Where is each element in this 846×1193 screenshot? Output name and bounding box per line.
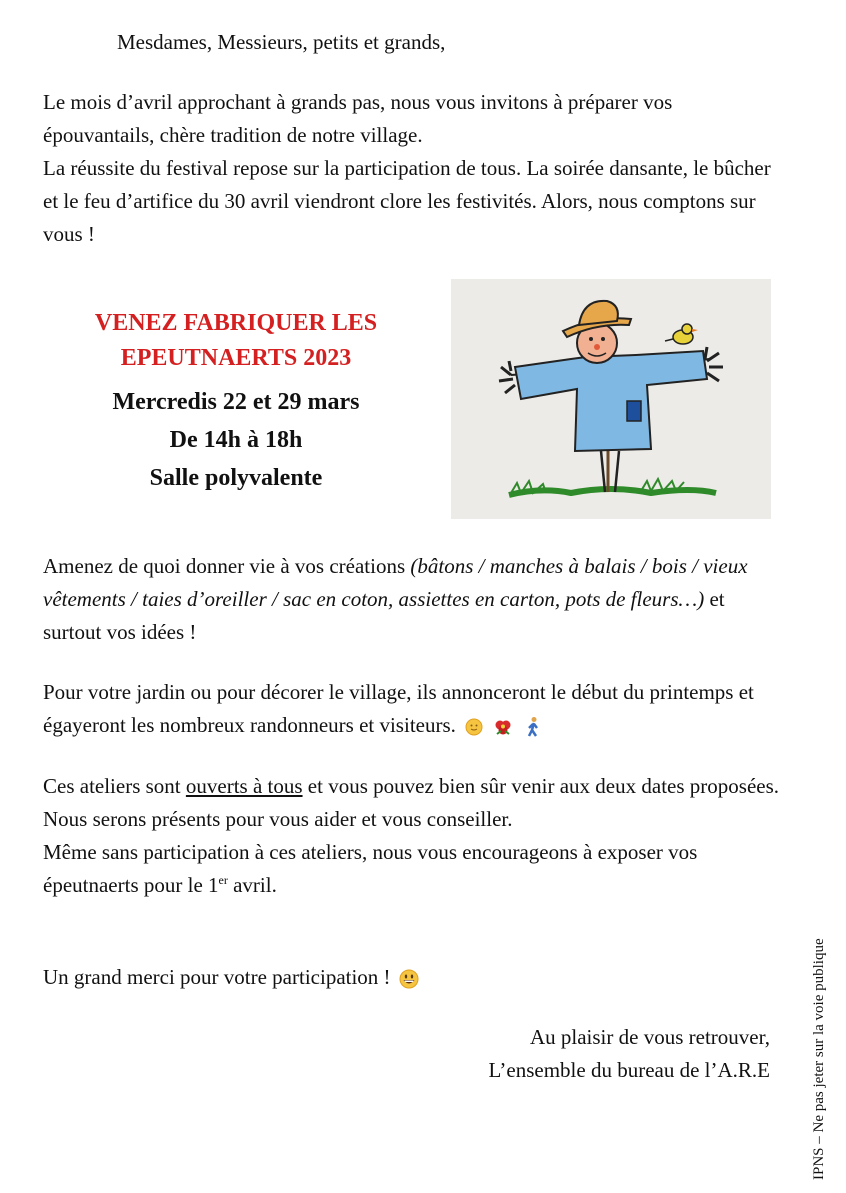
closing-line-2: L’ensemble du bureau de l’A.R.E [488,1058,770,1082]
bring-text: Amenez de quoi donner vie à vos créations [43,554,411,578]
thanks-text: Un grand merci pour votre participation ! [43,965,391,989]
event-title-line-1: VENEZ FABRIQUER LES [94,310,378,336]
scarecrow-drawing [451,279,771,519]
event-place: Salle polyvalente [149,465,323,491]
workshops-line-1 [43,770,783,836]
closing-signature [489,1021,770,1087]
garden-paragraph [43,676,803,742]
event-details [36,383,436,497]
intro-line-2: La réussite du festival repose sur la participation de tous. La soirée dansante, le bûcher et le feu d’artifice du 30 avril viendront clore les festivités. Alors, nous comptons sur vous ! [43,156,771,246]
intro-paragraph [43,86,783,251]
event-dates: Mercredis 22 et 29 mars [112,389,360,415]
bring-paragraph [43,550,783,649]
workshops-text-end: et vous pouvez bien sûr venir aux deux dates proposées. Nous serons présents pour vous aider et vous conseiller. [43,774,780,831]
scarecrow-illustration [451,279,771,519]
workshops-text: Ces ateliers sont [43,774,186,798]
event-title [36,306,436,376]
sun-emoji-icon [463,716,485,738]
bring-materials-list: (bâtons / manches à balais / bois / vieux vêtements / taies d’oreiller / sac en coton, assiettes en carton, pots de fleurs…) [43,554,748,611]
event-title-line-2: EPEUTNAERTS 2023 [120,345,352,371]
walker-emoji-icon [522,716,544,738]
intro-line-1: Le mois d’avril approchant à grands pas, nous vous invitons à préparer vos épouvantails, chère tradition de notre village. [43,90,673,147]
event-hours: De 14h à 18h [169,427,303,453]
grinning-face-icon [398,968,420,990]
flower-emoji-icon [492,716,514,738]
side-note: IPNS – Ne pas jeter sur la voie publique [811,938,827,1180]
workshops-paragraph [43,770,783,902]
exhibit-text: Même sans participation à ces ateliers, nous vous encourageons à exposer vos épeutnaerts pour le 1 [43,840,698,897]
open-to-all-text: ouverts à tous [185,774,303,798]
thanks-line [43,961,420,994]
closing-line-1: Au plaisir de vous retrouver, [529,1025,770,1049]
ordinal-superscript: er [218,873,228,887]
workshops-line-2 [43,836,783,902]
greeting: Mesdames, Messieurs, petits et grands, [117,30,446,54]
bring-text-end: et surtout vos idées ! [43,587,725,644]
garden-text: Pour votre jardin ou pour décorer le village, ils annonceront le début du printemps et égayeront les nombreux randonneurs et visiteurs. [43,680,754,737]
exhibit-text-end: avril. [227,873,277,897]
